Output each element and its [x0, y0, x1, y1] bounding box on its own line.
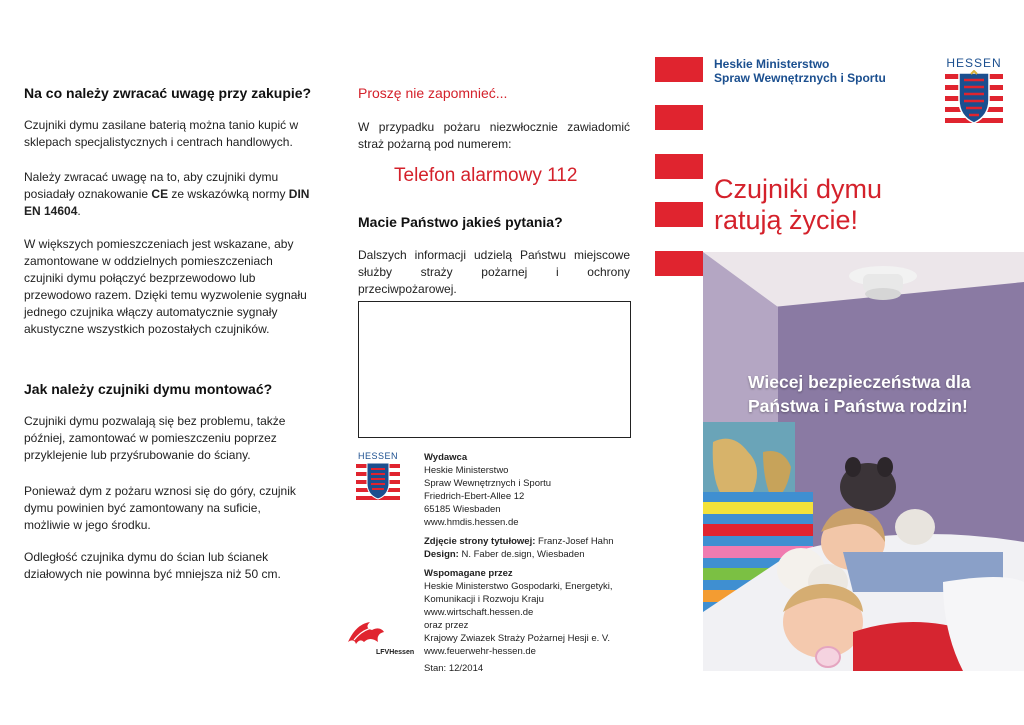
paragraph-wireless: W większych pomieszczeniach jest wskazane, aby zamontowane w oddzielnych pomieszczeniach czujniki dymu połączyć bezprzewodowo lub przewodowo razem. Dzięki temu wyzwolenie sygnału jednego czujnika włączy automatycznie sygnały akustyczne wszystkich pozostałych czujników.	[24, 237, 307, 336]
stripe-4	[655, 202, 703, 227]
publisher-url: www.hmdis.hessen.de	[424, 517, 519, 528]
heading-mounting: Jak należy czujniki dymu montować?	[24, 381, 273, 397]
cover-title: Czujniki dymu ratują życie!	[714, 174, 883, 235]
paragraph-battery: Czujniki dymu zasilane baterią można tanio kupić w sklepach specjalistycznych i centrach handlowych.	[24, 118, 299, 149]
stripe-2	[655, 105, 703, 130]
hessen-crest-icon	[945, 70, 1003, 126]
stripe-1	[655, 57, 703, 82]
support-url-2: www.feuerwehr-hessen.de	[424, 646, 536, 657]
emergency-phone: Telefon alarmowy 112	[394, 165, 578, 186]
paragraph-distance: Odległość czujnika dymu do ścian lub ścianek działowych nie powinna być mniejsza niż 50 cm.	[24, 550, 281, 581]
paragraph-notify: W przypadku pożaru niezwłocznie zawiadomić straż pożarną pod numerem:	[358, 120, 630, 151]
hessen-logo-small: HESSEN	[356, 451, 400, 506]
paragraph-ce-mark: Należy zwracać uwagę na to, aby czujniki dymu posiadały oznakowanie CE ze wskazówką normy DIN EN 14604.	[24, 170, 310, 218]
support-url-1: www.wirtschaft.hessen.de	[424, 607, 534, 618]
imprint: Wydawca Heskie Ministerstwo Spraw Wewnętrznych i Sportu Friedrich-Ebert-Allee 12 65185 Wiesbaden www.hmdis.hessen.de Zdjęcie strony tytułowej: Franz-Josef Hahn Design: N. Faber de.sign, Wiesbaden Wspomagane przez Heskie Ministerstwo Gospodarki, Energetyki, Komunikacji i Rozwoju Kraju www.wirtschaft.hessen.de oraz przez Krajowy Zwiazek Straży Pożarnej Hesji e. V. www.feuerwehr-hessen.de Stan: 12/2014	[424, 451, 664, 675]
ministry-name: Heskie Ministerstwo Spraw Wewnętrznych i Sportu	[714, 57, 886, 85]
children-sleeping-image	[703, 252, 1024, 671]
paragraph-install: Czujniki dymu pozwalają się bez problemu, także później, zamontować w pomieszczeniu poprzez przyklejenie lub przyśrubowanie do ściany.	[24, 414, 286, 462]
paragraph-ceiling: Ponieważ dym z pożaru wznosi się do góry, czujnik dymu powinien być zamontowany na suficie, możliwie w jego środku.	[24, 484, 296, 532]
cover-photo	[703, 252, 1024, 671]
photo-credit: Zdjęcie strony tytułowej: Franz-Josef Hahn	[424, 536, 614, 547]
fire-flame-icon	[346, 620, 386, 646]
stripe-3	[655, 154, 703, 179]
heading-questions: Macie Państwo jakieś pytania?	[358, 214, 563, 230]
stripe-5	[655, 251, 703, 276]
heading-purchase: Na co należy zwracać uwagę przy zakupie?	[24, 85, 312, 101]
stamp-box	[358, 301, 631, 438]
hessen-crest-icon	[356, 461, 400, 501]
lfv-logo: LFVHessen	[346, 620, 412, 656]
cover-slogan: Wiecej bezpieczeństwa dla Państwa i Państwa rodzin!	[748, 372, 971, 416]
support-label: Wspomagane przez	[424, 568, 513, 579]
publisher-label: Wydawca	[424, 452, 468, 463]
hessen-logo: HESSEN	[945, 56, 1003, 131]
status-date: Stan: 12/2014	[424, 663, 484, 674]
paragraph-info: Dalszych informacji udzielą Państwu miejscowe służby straży pożarnej i ochrony przeciwpożarowej.	[358, 248, 630, 296]
design-credit: Design: N. Faber de.sign, Wiesbaden	[424, 549, 585, 560]
heading-dont-forget: Proszę nie zapomnieć...	[358, 85, 508, 101]
